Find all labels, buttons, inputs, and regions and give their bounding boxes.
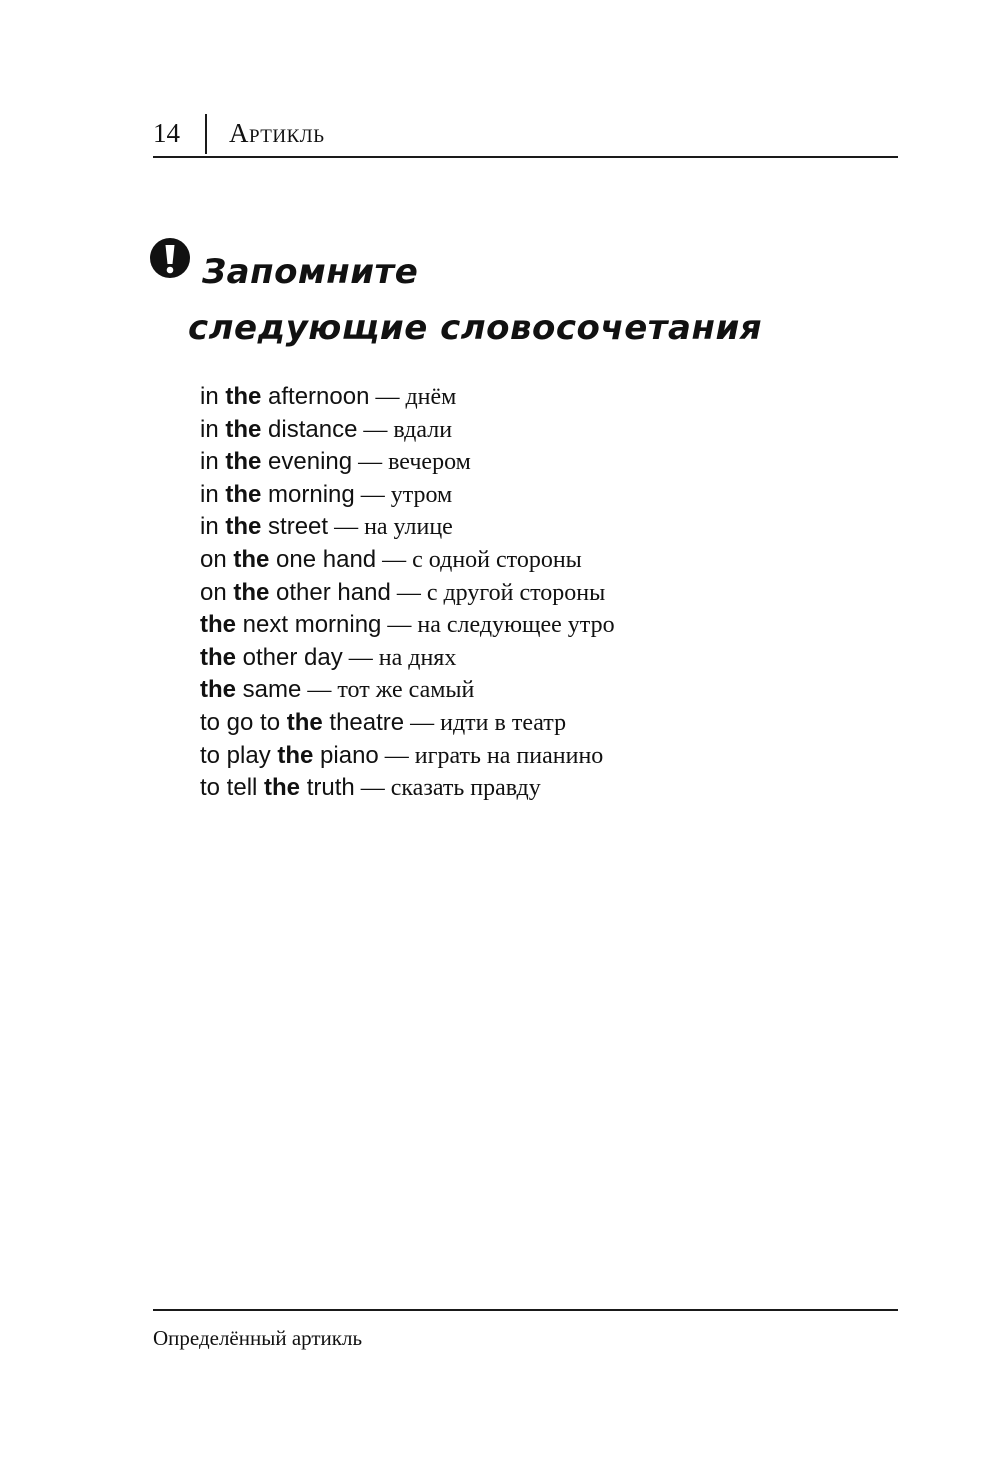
phrase-dash: — xyxy=(357,416,394,443)
callout-title-line-2: следующие словосочетания xyxy=(188,308,763,348)
phrase-article: the xyxy=(286,708,323,736)
phrase-rest: other hand xyxy=(269,578,391,606)
phrase-prefix: in xyxy=(200,415,226,443)
phrase-prefix: on xyxy=(200,545,234,573)
phrase-rest: same xyxy=(236,676,302,704)
phrase-dash: — xyxy=(376,546,413,573)
phrase-prefix: to tell xyxy=(200,774,265,802)
running-header xyxy=(153,112,898,158)
phrase-translation: сказать правду xyxy=(390,775,541,802)
phrase-translation: вечером xyxy=(388,449,471,476)
phrase-item xyxy=(200,577,615,610)
phrase-prefix: in xyxy=(200,513,226,541)
phrase-prefix: on xyxy=(200,578,234,606)
phrase-article: the xyxy=(225,513,262,541)
phrase-translation: идти в театр xyxy=(440,709,567,736)
callout-title xyxy=(188,244,763,356)
phrase-dash: — xyxy=(301,677,338,704)
phrase-article: the xyxy=(264,774,301,802)
phrase-prefix: in xyxy=(200,480,226,508)
phrase-article: the xyxy=(225,448,262,476)
phrase-rest: theatre xyxy=(322,708,405,736)
phrase-prefix: to play xyxy=(200,741,278,769)
phrase-article: the xyxy=(233,578,270,606)
phrase-rest: piano xyxy=(313,741,379,769)
phrase-translation: на улице xyxy=(364,514,453,541)
phrase-article: the xyxy=(225,480,262,508)
phrase-translation: вдали xyxy=(393,416,453,443)
phrase-dash: — xyxy=(390,579,427,606)
phrase-rest: truth xyxy=(300,774,355,802)
phrase-rest: one hand xyxy=(269,545,377,573)
phrase-rest: other day xyxy=(236,643,343,671)
phrase-item xyxy=(200,609,615,642)
phrase-item xyxy=(200,381,615,414)
phrase-item xyxy=(200,642,615,675)
phrase-dash: — xyxy=(354,481,391,508)
phrase-rest: morning xyxy=(261,480,355,508)
phrase-prefix: in xyxy=(200,383,226,410)
phrase-dash: — xyxy=(354,775,391,802)
callout-title-line-1: Запомните xyxy=(202,252,419,292)
phrase-list xyxy=(200,381,615,805)
phrase-item xyxy=(200,446,615,479)
phrase-dash: — xyxy=(378,742,415,769)
phrase-article: the xyxy=(225,383,262,410)
phrase-article: the xyxy=(200,643,236,671)
footer-section-title: Определённый артикль xyxy=(153,1326,363,1350)
phrase-translation: играть на пианино xyxy=(414,742,604,769)
phrase-item xyxy=(200,772,615,805)
phrase-item xyxy=(200,511,615,544)
phrase-prefix: in xyxy=(200,448,226,476)
phrase-translation: днём xyxy=(405,384,457,410)
phrase-translation: на днях xyxy=(378,644,457,671)
remember-callout xyxy=(148,236,848,356)
running-title: Артикль xyxy=(229,118,325,148)
phrase-item xyxy=(200,674,615,707)
phrase-translation: на следующее утро xyxy=(417,612,615,639)
phrase-article: the xyxy=(225,415,262,443)
phrase-rest: afternoon xyxy=(261,383,370,410)
phrase-item xyxy=(200,544,615,577)
phrase-dash: — xyxy=(404,709,441,736)
header-divider xyxy=(205,114,207,154)
phrase-dash: — xyxy=(352,449,389,476)
phrase-rest: next morning xyxy=(236,611,382,639)
phrase-dash: — xyxy=(328,514,365,541)
footer-rule xyxy=(153,1309,898,1311)
phrase-rest: evening xyxy=(261,448,353,476)
exclamation-circle-icon xyxy=(148,236,192,280)
phrase-item xyxy=(200,479,615,512)
phrase-dash: — xyxy=(342,644,379,671)
phrase-rest: distance xyxy=(261,415,358,443)
phrase-item xyxy=(200,414,615,447)
phrase-article: the xyxy=(200,676,236,704)
phrase-article: the xyxy=(233,545,270,573)
phrase-article: the xyxy=(200,611,236,639)
phrase-item xyxy=(200,707,615,740)
page-number: 14 xyxy=(153,118,180,148)
phrase-translation: утром xyxy=(390,481,453,508)
phrase-dash: — xyxy=(381,612,418,639)
phrase-rest: street xyxy=(261,513,329,541)
phrase-prefix: to go to xyxy=(200,708,287,736)
phrase-dash: — xyxy=(369,384,406,410)
phrase-translation: тот же самый xyxy=(337,677,475,704)
phrase-item xyxy=(200,740,615,773)
phrase-translation: с другой стороны xyxy=(426,579,606,606)
phrase-translation: с одной стороны xyxy=(412,546,582,573)
phrase-article: the xyxy=(277,741,314,769)
